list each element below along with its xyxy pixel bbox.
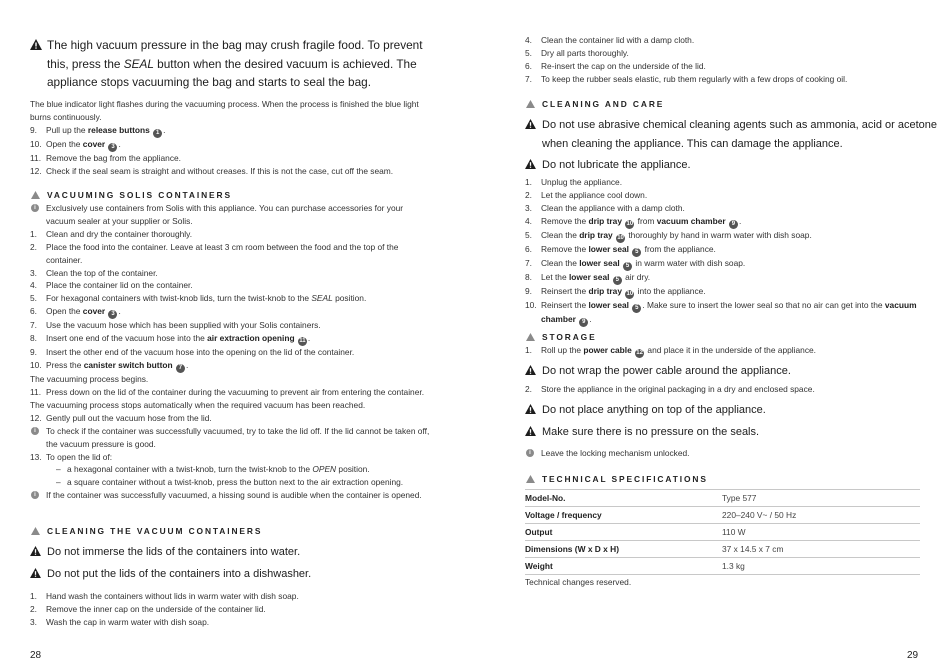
step-10: 10. Open the cover 3 . [30,138,121,150]
ref-number: 10 [626,220,634,227]
warning-wrap-cable: Do not wrap the power cable around the appliance. [525,362,937,381]
sub-item-square: – a square container without a twist-knob, press the button next to the air extraction opening. [56,477,404,488]
triangle-icon [31,527,40,535]
storage-step-1: 1. Roll up the power cable 12 and place it in the underside of the appliance. [525,345,816,356]
warning-icon [30,568,41,578]
spec-value: Type 577 [722,490,920,507]
heading-cleaning-care: CLEANING AND CARE [525,98,932,110]
vac-step-7: 7. Use the vacuum hose which has been supplied with your Solis containers. [30,320,321,331]
section-storage-info [525,447,920,460]
info-icon: i [526,449,534,457]
ref-number: 3 [108,143,117,152]
vac-step-6: 6. Open the cover 3 . [30,306,121,318]
heading-technical-specs: TECHNICAL SPECIFICATIONS [525,473,932,485]
section-vacuuming-steps [30,202,430,502]
table-row [525,490,920,507]
vac-step-10: 10. Press the canister switch button 7 . [30,360,189,372]
warning-icon [525,426,536,436]
ref-number: 5 [623,262,632,271]
section-cleaning-steps-cont [525,34,920,86]
vac-step-11: 11. Press down on the lid of the container during the vacuuming to prevent air from entering the container. [30,386,425,397]
warning-place-on-top: Do not place anything on top of the appliance. [525,401,937,420]
warning-icon [525,365,536,375]
ref-number: 10 [626,290,634,297]
warning-pressure-seals: Make sure there is no pressure on the seals. [525,423,937,442]
warning-icon [525,159,536,169]
ref-number: 3 [108,310,117,319]
triangle-icon [31,191,40,199]
info-hissing: i If the container was successfully vacuumed, a hissing sound is audible when the container is opened. [30,489,430,502]
ref-number: 9 [579,318,588,327]
warning-immerse: Do not immerse the lids of the containers into water. [30,543,447,562]
triangle-icon [526,100,535,108]
vac-step-5: 5. For hexagonal containers with twist-knob lids, turn the twist-knob to the SEAL position. [30,293,367,304]
vac-step-12: 12. Gently pull out the vacuum hose from the lid. [30,412,212,423]
spec-key: Model-No. [525,490,722,507]
note-process-begins: The vacuuming process begins. [30,374,149,385]
care-step-6: 6. Remove the lower seal 5 from the appliance. [525,243,716,255]
warning-icon [30,39,42,50]
table-row [525,524,920,541]
step-12: 12. Check if the seal seam is straight and without creases. If this is not the case, cut off the seam. [30,165,394,176]
ref-number: 5 [632,304,641,313]
vac-step-8: 8. Insert one end of the vacuum hose into the air extraction opening 11 . [30,333,311,345]
ref-number: 1 [153,129,162,138]
page-number-left: 28 [30,650,42,661]
care-step-4: 4. Remove the drip tray 10 from vacuum chamber 9 . [525,215,742,227]
warning-lubricate: Do not lubricate the appliance. [525,156,937,175]
warning-icon [525,404,536,414]
table-row [525,541,920,558]
info-check-vacuum: i To check if the container was successfully vacuumed, try to take the lid off. If the lid cannot be taken off, the vacuum pressure is good. [30,425,430,451]
vac-step-2: 2. Place the food into the container. Leave at least 3 cm room between the food and the top of the container. [30,241,399,265]
storage-step-2: 2. Store the appliance in the original packaging in a dry and enclosed space. [525,384,815,394]
section-storage-step-1 [525,344,920,358]
ref-number: 9 [729,220,738,229]
info-icon: i [31,204,39,212]
care-step-7: 7. Clean the lower seal 5 in warm water with dish soap. [525,257,746,269]
vac-step-3: 3. Clean the top of the container. [30,267,158,278]
spec-value: 220–240 V~ / 50 Hz [722,507,920,524]
heading-storage: STORAGE [525,331,932,343]
vac-step-4: 4. Place the container lid on the container. [30,280,193,291]
info-exclusive: i Exclusively use containers from Solis with this appliance. You can purchase accessories for your vacuum sealer at your supplier or Solis. [30,202,430,228]
table-row [525,558,920,575]
heading-vacuuming-containers: VACUUMING SOLIS CONTAINERS [30,189,437,201]
spec-key: Dimensions (W x D x H) [525,541,722,558]
ref-number: 11 [299,338,306,345]
section-storage-step-2 [525,383,920,396]
spec-value: 37 x 14.5 x 7 cm [722,541,920,558]
table-row [525,507,920,524]
vac-step-9: 9. Insert the other end of the vacuum hose into the opening on the lid of the container. [30,347,355,358]
care-step-1: 1. Unplug the appliance. [525,177,623,187]
step-11: 11. Remove the bag from the appliance. [30,152,182,163]
specs-table [525,489,920,575]
warning-dishwasher: Do not put the lids of the containers into a dishwasher. [30,565,447,584]
note-process-stops: The vacuuming process stops automatically when the required vacuum has been reached. [30,399,366,410]
clean-step-7: 7. To keep the rubber seals elastic, rub them regularly with a few drops of cooking oil. [525,73,848,84]
warning-icon [30,546,41,556]
care-step-5: 5. Clean the drip tray 10 thoroughly by hand in warm water with dish soap. [525,229,812,241]
care-step-9: 9. Reinsert the drip tray 10 into the appliance. [525,285,706,297]
clean-step-6: 6. Re-insert the cap on the underside of the lid. [525,60,706,71]
vac-step-13: 13. To open the lid of: [30,451,113,462]
triangle-icon [526,333,535,341]
note-blue-light: The blue indicator light flashes during the vacuuming process. When the process is finished the blue light burns continuously. [30,99,419,122]
technical-changes-note: Technical changes reserved. [525,577,632,587]
info-icon: i [31,491,39,499]
spec-key: Output [525,524,722,541]
spec-value: 110 W [722,524,920,541]
care-step-10: 10. Reinsert the lower seal 5 . Make sure to insert the lower seal so that no air can get into the vacuum chamber 9 . [525,299,917,325]
clean-step-2: 2. Remove the inner cap on the underside of the container lid. [30,603,266,614]
vac-step-1: 1. Clean and dry the container thoroughly. [30,228,193,239]
spec-key: Weight [525,558,722,575]
ref-number: 7 [176,364,185,373]
clean-step-3: 3. Wash the cap in warm water with dish soap. [30,616,210,627]
warning-icon [525,119,536,129]
info-unlocked: i Leave the locking mechanism unlocked. [525,447,920,460]
ref-number: 5 [632,248,641,257]
heading-cleaning-containers: CLEANING THE VACUUM CONTAINERS [30,525,437,537]
page-number-right: 29 [907,650,919,661]
clean-step-5: 5. Dry all parts thoroughly. [525,47,629,58]
care-step-8: 8. Let the lower seal 5 air dry. [525,271,651,283]
spec-value: 1.3 kg [722,558,920,575]
care-step-3: 3. Clean the appliance with a damp cloth. [525,202,685,213]
section-care-steps [525,176,920,327]
step-9: 9. Pull up the release buttons 1 . [30,124,166,136]
care-step-2: 2. Let the appliance cool down. [525,189,648,200]
clean-step-1: 1. Hand wash the containers without lids in warm water with dish soap. [30,591,299,601]
warning-abrasive: Do not use abrasive chemical cleaning agents such as ammonia, acid or acetone when cleaning the appliance. This can damage the appliance. [525,116,937,153]
spec-key: Voltage / frequency [525,507,722,524]
section-blue-light [30,98,430,178]
ref-number: 10 [617,234,624,241]
info-icon: i [31,427,39,435]
section-cleaning-steps [30,590,430,629]
clean-step-4: 4. Clean the container lid with a damp cloth. [525,35,695,45]
sub-item-hexagonal: – a hexagonal container with a twist-knob, turn the twist-knob to the OPEN position. [56,464,370,475]
ref-number: 5 [613,276,622,285]
triangle-icon [526,475,535,483]
ref-number: 12 [636,350,643,356]
warning-vacuum-pressure: The high vacuum pressure in the bag may crush fragile food. To prevent this, press the SEAL button when the desired vacuum is achieved. The appliance stops vacuuming the bag and starts to seal the bag. [30,36,447,92]
